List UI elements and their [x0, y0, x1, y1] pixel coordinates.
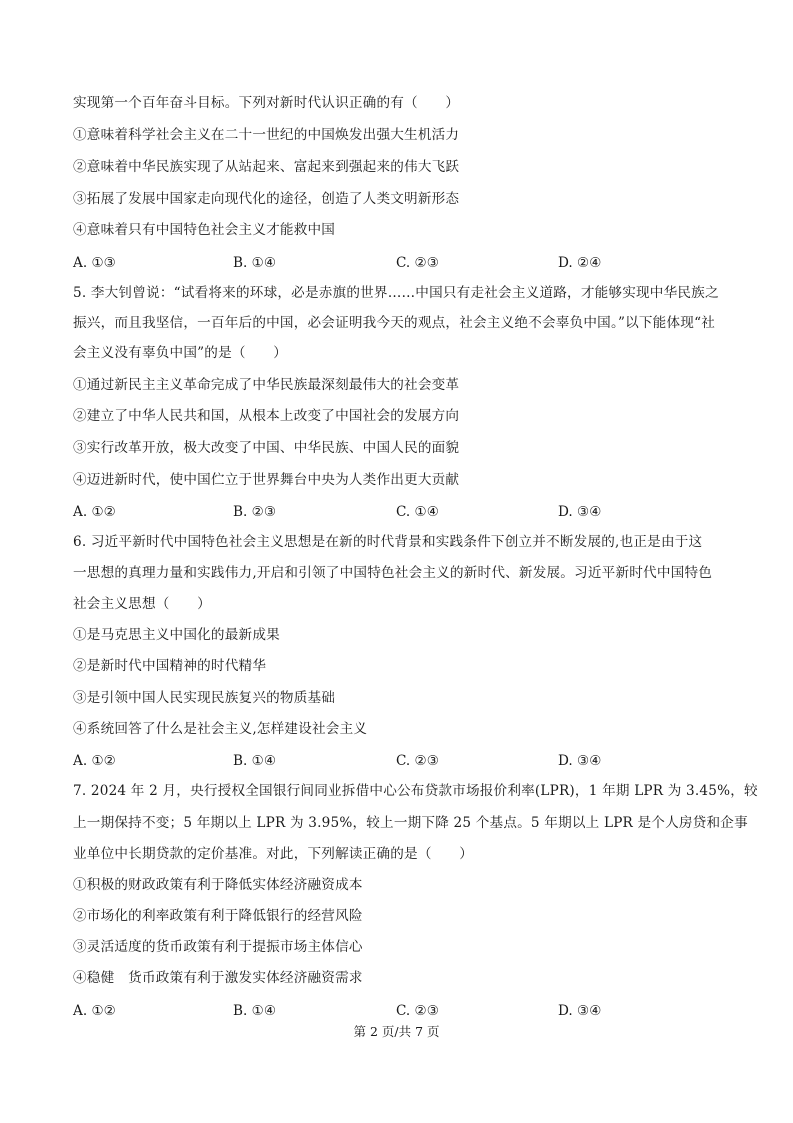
option-d: D. ③④	[558, 753, 602, 769]
option-d: D. ②④	[558, 255, 602, 271]
option-c: C. ①④	[396, 504, 439, 520]
option-a: A. ①②	[73, 1003, 116, 1019]
question-7-stem-line: 7. 2024 年 2 月，央行授权全国银行间同业拆借中心公布贷款市场报价利率(LPR)，1 年期 LPR 为 3.45%，较	[73, 783, 758, 799]
option-b: B. ①④	[233, 753, 277, 769]
page-number-footer: 第 2 页/共 7 页	[353, 1024, 440, 1039]
option-b: B. ②③	[233, 504, 277, 520]
option-c: C. ②③	[396, 1003, 439, 1019]
statement-1: ①通过新民主主义革命完成了中华民族最深刻最伟大的社会变革	[73, 377, 460, 393]
option-a: A. ①③	[73, 255, 116, 271]
option-c: C. ②③	[396, 753, 439, 769]
statement-1: ①意味着科学社会主义在二十一世纪的中国焕发出强大生机活力	[73, 127, 460, 143]
option-d: D. ③④	[558, 1003, 602, 1019]
question-6-stem-line: 社会主义思想（ ）	[73, 596, 211, 612]
answer-options	[73, 254, 733, 272]
statement-2: ②是新时代中国精神的时代精华	[73, 658, 267, 674]
statement-3: ③拓展了发展中国家走向现代化的途径，创造了人类文明新形态	[73, 191, 460, 207]
question-5-stem-line: 会主义没有辜负中国”的是（ ）	[73, 345, 288, 361]
statement-4: ④系统回答了什么是社会主义,怎样建设社会主义	[73, 721, 368, 737]
statement-3: ③是引领中国人民实现民族复兴的物质基础	[73, 690, 336, 706]
statement-4: ④迈进新时代，使中国伫立于世界舞台中央为人类作出更大贡献	[73, 472, 460, 488]
statement-4: ④意味着只有中国特色社会主义才能救中国	[73, 222, 336, 238]
statement-4: ④稳健 货币政策有利于激发实体经济融资需求	[73, 970, 363, 986]
answer-options	[73, 503, 733, 521]
question-5-stem-line: 5. 李大钊曾说：“试看将来的环球，必是赤旗的世界……中国只有走社会主义道路，才能够实现中华民族之	[73, 285, 719, 301]
statement-1: ①积极的财政政策有利于降低实体经济融资成本	[73, 877, 363, 893]
statement-3: ③实行改革开放，极大改变了中国、中华民族、中国人民的面貌	[73, 440, 460, 456]
statement-2: ②市场化的利率政策有利于降低银行的经营风险	[73, 908, 363, 924]
option-a: A. ①②	[73, 753, 116, 769]
statement-2: ②建立了中华人民共和国，从根本上改变了中国社会的发展方向	[73, 408, 460, 424]
option-b: B. ①④	[233, 255, 277, 271]
question-6-stem-line: 6. 习近平新时代中国特色社会主义思想是在新的时代背景和实践条件下创立并不断发展的,也正是由于这	[73, 534, 703, 550]
option-d: D. ③④	[558, 504, 602, 520]
statement-1: ①是马克思主义中国化的最新成果	[73, 627, 280, 643]
statement-3: ③灵活适度的货币政策有利于提振市场主体信心	[73, 939, 363, 955]
answer-options	[73, 752, 733, 770]
option-c: C. ②③	[396, 255, 439, 271]
answer-options	[73, 1002, 733, 1020]
question-5-stem-line: 振兴，而且我坚信，一百年后的中国，必会证明我今天的观点，社会主义绝不会辜负中国。”以下能体现“社	[73, 315, 716, 331]
question-stem-line: 实现第一个百年奋斗目标。下列对新时代认识正确的有（ ）	[73, 95, 460, 111]
option-a: A. ①②	[73, 504, 116, 520]
question-7-stem-line: 上一期保持不变；5 年期以上 LPR 为 3.95%，较上一期下降 25 个基点。5 年期以上 LPR 是个人房贷和企事	[73, 815, 748, 831]
question-6-stem-line: 一思想的真理力量和实践伟力,开启和引领了中国特色社会主义的新时代、新发展。习近平新时代中国特色	[73, 565, 713, 581]
statement-2: ②意味着中华民族实现了从站起来、富起来到强起来的伟大飞跃	[73, 159, 460, 175]
option-b: B. ①④	[233, 1003, 277, 1019]
question-7-stem-line: 业单位中长期贷款的定价基准。对此，下列解读正确的是（ ）	[73, 846, 474, 862]
